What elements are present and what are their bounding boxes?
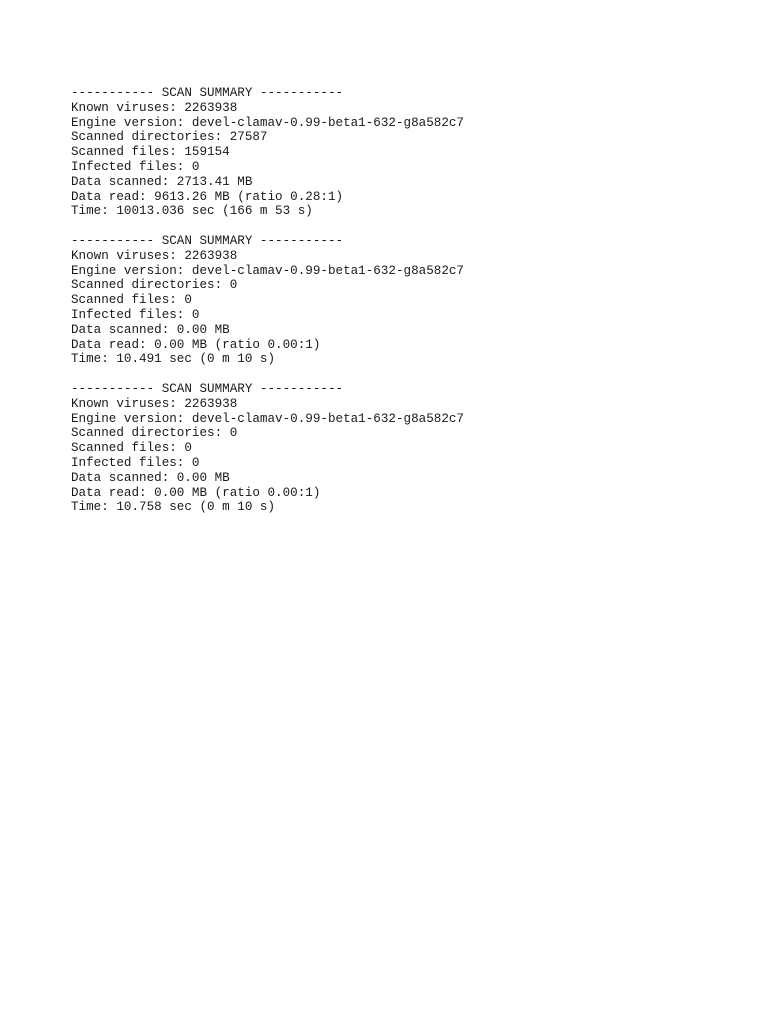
engine-version-line: Engine version: devel-clamav-0.99-beta1-632-g8a582c7 [71,263,464,278]
scanned-files-line: Scanned files: 0 [71,441,192,456]
summary-header: ----------- SCAN SUMMARY ----------- [71,86,344,100]
known-viruses-line: Known viruses: 2263938 [71,396,238,411]
scanned-files-line: Scanned files: 159154 [71,145,230,160]
scan-summary-3 [71,382,731,515]
scan-summary-2 [71,234,731,367]
summary-header: ----------- SCAN SUMMARY ----------- [71,233,344,248]
time-line: Time: 10.491 sec (0 m 10 s) [71,352,276,367]
data-scanned-line: Data scanned: 2713.41 MB [71,174,253,189]
time-line: Time: 10013.036 sec (166 m 53 s) [71,204,313,219]
scanned-directories-line: Scanned directories: 0 [71,278,238,293]
scanned-directories-line: Scanned directories: 27587 [71,130,268,145]
scan-summary-1 [71,86,731,219]
scanned-files-line: Scanned files: 0 [71,293,192,308]
engine-version-line: Engine version: devel-clamav-0.99-beta1-632-g8a582c7 [71,115,464,130]
data-scanned-line: Data scanned: 0.00 MB [71,470,230,485]
known-viruses-line: Known viruses: 2263938 [71,248,238,263]
known-viruses-line: Known viruses: 2263938 [71,100,238,115]
summary-header: ----------- SCAN SUMMARY ----------- [71,381,344,396]
infected-files-line: Infected files: 0 [71,159,200,174]
data-read-line: Data read: 0.00 MB (ratio 0.00:1) [71,485,321,500]
infected-files-line: Infected files: 0 [71,455,200,470]
data-read-line: Data read: 9613.26 MB (ratio 0.28:1) [71,189,344,204]
data-scanned-line: Data scanned: 0.00 MB [71,322,230,337]
blank-line [71,219,731,234]
data-read-line: Data read: 0.00 MB (ratio 0.00:1) [71,337,321,352]
blank-line [71,367,731,382]
time-line: Time: 10.758 sec (0 m 10 s) [71,500,276,515]
scan-log-document [71,86,731,515]
engine-version-line: Engine version: devel-clamav-0.99-beta1-632-g8a582c7 [71,411,464,426]
infected-files-line: Infected files: 0 [71,307,200,322]
scanned-directories-line: Scanned directories: 0 [71,426,238,441]
